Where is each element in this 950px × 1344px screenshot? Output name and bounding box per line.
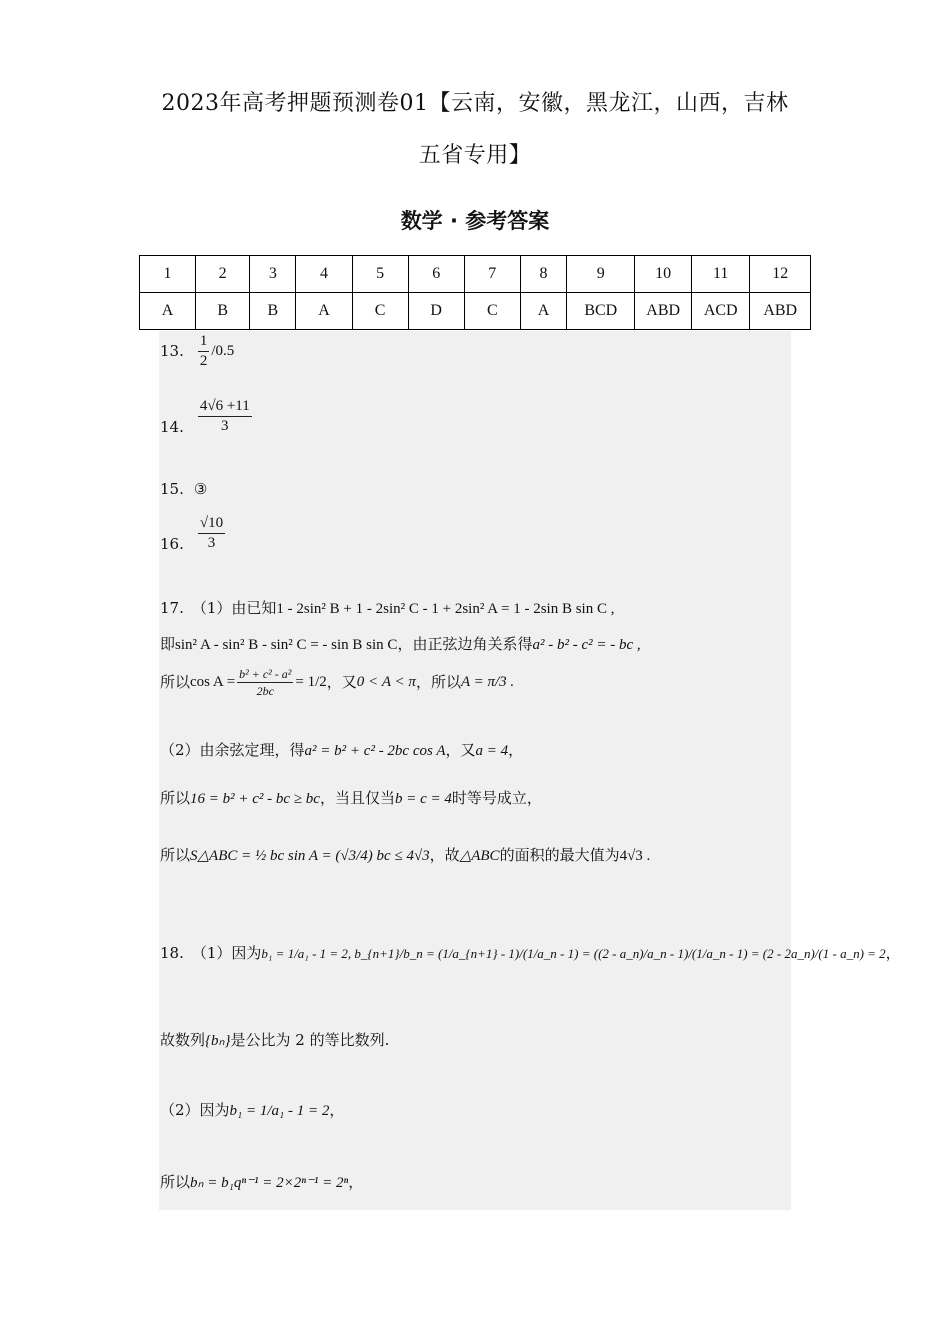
q18-line-2 (160, 1033, 389, 1049)
q17-line-6 (160, 848, 650, 864)
q17-p5-prefix: 所以 (160, 789, 191, 807)
q17-line-1 (160, 601, 614, 617)
document-title-line-1: 2023年高考押题预测卷01【云南，安徽，黑龙江，山西，吉林 (161, 91, 789, 116)
q17-p4-equation: a² = b² + c² - 2bc cos A (304, 743, 446, 759)
answer-table (139, 255, 811, 330)
answer-table-answer-cell: ABD (635, 293, 692, 330)
q17-p1-prefix: （1）由已知 (191, 599, 277, 617)
q17-line-2 (160, 637, 641, 653)
answer-table-answer-cell: B (250, 293, 296, 330)
q17-p2-mid: ，由正弦边角关系得 (397, 635, 533, 653)
q17-p3-prefix: 所以 (160, 673, 191, 691)
q18-p3-equation: b₁ = 1/a₁ - 1 = 2 (229, 1103, 330, 1119)
q17-p3-denominator: 2bc (256, 684, 274, 698)
q18-label: 18. (160, 944, 184, 962)
answer-table-number-cell: 4 (296, 256, 352, 293)
q17-p6-triangle: △ABC (459, 848, 500, 864)
q17-p5-mid: ，当且仅当 (319, 789, 395, 807)
q14-label: 14. (160, 418, 184, 436)
q14-line (160, 398, 254, 435)
answer-table-answer-cell: A (140, 293, 196, 330)
answer-table-numbers-row (140, 256, 811, 293)
q17-p2-equation-2: a² - b² - c² = - bc , (532, 637, 641, 653)
answer-table-answer-cell: D (408, 293, 464, 330)
answer-table-number-cell: 7 (464, 256, 520, 293)
q18-p4-prefix: 所以 (160, 1173, 191, 1191)
q17-p6-equation: S△ABC = ½ bc sin A = (√3/4) bc ≤ 4√3 (190, 848, 430, 864)
q17-p4-mid: ，又 (445, 741, 476, 759)
q18-p2-prefix: 故数列 (160, 1031, 206, 1049)
q18-p3-end: ， (329, 1101, 345, 1119)
q14-numerator: 4√6 +11 (198, 399, 252, 417)
q17-p3-cos: cos A = (190, 674, 236, 690)
q17-line-4 (160, 743, 523, 759)
q17-p3-half: = 1/2 (295, 674, 327, 690)
q13-denominator: 2 (199, 353, 208, 369)
section-subtitle: 数学 · 参考答案 (400, 209, 550, 233)
q14-fraction (198, 399, 252, 434)
answer-table-number-cell: 1 (140, 256, 196, 293)
q16-numerator: √10 (198, 516, 225, 534)
q17-p3-range: 0 < A < π (356, 674, 416, 690)
answer-table-answer-cell: ABD (750, 293, 811, 330)
answer-table-answer-cell: BCD (567, 293, 635, 330)
q13-line (160, 334, 234, 369)
answer-table-answer-cell: A (520, 293, 566, 330)
q17-p3-fraction (237, 668, 293, 697)
q13-label: 13. (160, 342, 184, 360)
answer-table-number-cell: 5 (352, 256, 408, 293)
q18-p2-sequence: {bₙ} (205, 1033, 231, 1049)
q17-p3-mid-2: ，所以 (415, 673, 461, 691)
q18-line-3 (160, 1103, 344, 1119)
q13-numerator: 1 (198, 334, 210, 352)
answer-table-number-cell: 8 (520, 256, 566, 293)
q18-p2-suffix: 是公比为 2 的等比数列. (230, 1031, 390, 1049)
q17-p6-prefix: 所以 (160, 846, 191, 864)
q17-p3-numerator: b² + c² - a² (239, 667, 292, 681)
answer-table-number-cell: 11 (691, 256, 750, 293)
answer-table-answer-cell: C (464, 293, 520, 330)
document-title-line-2: 五省专用】 (418, 143, 532, 168)
q17-p5-equation-2: b = c = 4 (394, 791, 452, 807)
q18-line-4 (160, 1175, 363, 1191)
q16-label: 16. (160, 535, 184, 553)
q17-p1-equation: 1 - 2sin² B + 1 - 2sin² C - 1 + 2sin² A = 1 - 2sin B sin C , (276, 601, 615, 617)
q14-denominator: 3 (221, 418, 229, 434)
answer-table-number-cell: 12 (750, 256, 811, 293)
q18-p1-end: ， (885, 944, 901, 962)
solutions-shaded-area (159, 331, 791, 1210)
q18-p4-equation: bₙ = b₁qⁿ⁻¹ = 2×2ⁿ⁻¹ = 2ⁿ (190, 1175, 349, 1191)
answer-table-number-cell: 2 (196, 256, 250, 293)
q17-p6-mid: ，故 (429, 846, 460, 864)
q16-denominator: 3 (207, 535, 216, 551)
q17-p4-end: ， (508, 741, 524, 759)
q17-p5-end: 时等号成立， (451, 789, 542, 807)
q18-line-1 (160, 946, 901, 961)
q17-p4-prefix: （2）由余弦定理，得 (160, 741, 305, 759)
answer-table-number-cell: 3 (250, 256, 296, 293)
q13-fraction (198, 334, 210, 369)
q18-p1-prefix: （1）因为 (191, 944, 262, 962)
answer-table-number-cell: 10 (635, 256, 692, 293)
q17-line-5 (160, 791, 542, 807)
q17-p6-mid-2: 的面积的最大值为 (499, 846, 620, 864)
q17-p2-equation: sin² A - sin² B - sin² C = - sin B sin C (175, 637, 398, 653)
q17-p3-result: A = π/3 . (460, 674, 515, 690)
q15-value: ③ (193, 480, 208, 498)
q17-p2-prefix: 即 (160, 635, 176, 653)
q18-p4-end: ， (348, 1173, 364, 1191)
q17-label: 17. (160, 599, 184, 617)
answer-table-answer-cell: A (296, 293, 352, 330)
q16-line (160, 515, 227, 552)
q17-line-3 (160, 668, 514, 697)
q18-p1-equation: b₁ = 1/a₁ - 1 = 2, b_{n+1}/b_n = (1/a_{n+1} - 1)/(1/a_n - 1) = ((2 - a_n)/a_n - 1)/(1/a_n - 1) = (2 - 2a_n)/(1 - a_n) = 2 (261, 946, 886, 961)
q13-alt-value: /0.5 (211, 343, 235, 359)
answer-table-answer-cell: C (352, 293, 408, 330)
q17-p6-result: 4√3 . (619, 848, 651, 864)
q17-p5-equation: 16 = b² + c² - bc ≥ bc (190, 791, 320, 807)
q15-label: 15. (160, 480, 184, 498)
q18-p3-prefix: （2）因为 (160, 1101, 230, 1119)
q17-p3-mid: ，又 (326, 673, 357, 691)
answer-table-answer-cell: B (196, 293, 250, 330)
q17-p4-equation-2: a = 4 (475, 743, 509, 759)
answer-table-number-cell: 6 (408, 256, 464, 293)
q15-line (160, 482, 207, 497)
answer-table-answers-row (140, 293, 811, 330)
q16-fraction (198, 516, 225, 551)
answer-table-number-cell: 9 (567, 256, 635, 293)
answer-table-answer-cell: ACD (691, 293, 750, 330)
